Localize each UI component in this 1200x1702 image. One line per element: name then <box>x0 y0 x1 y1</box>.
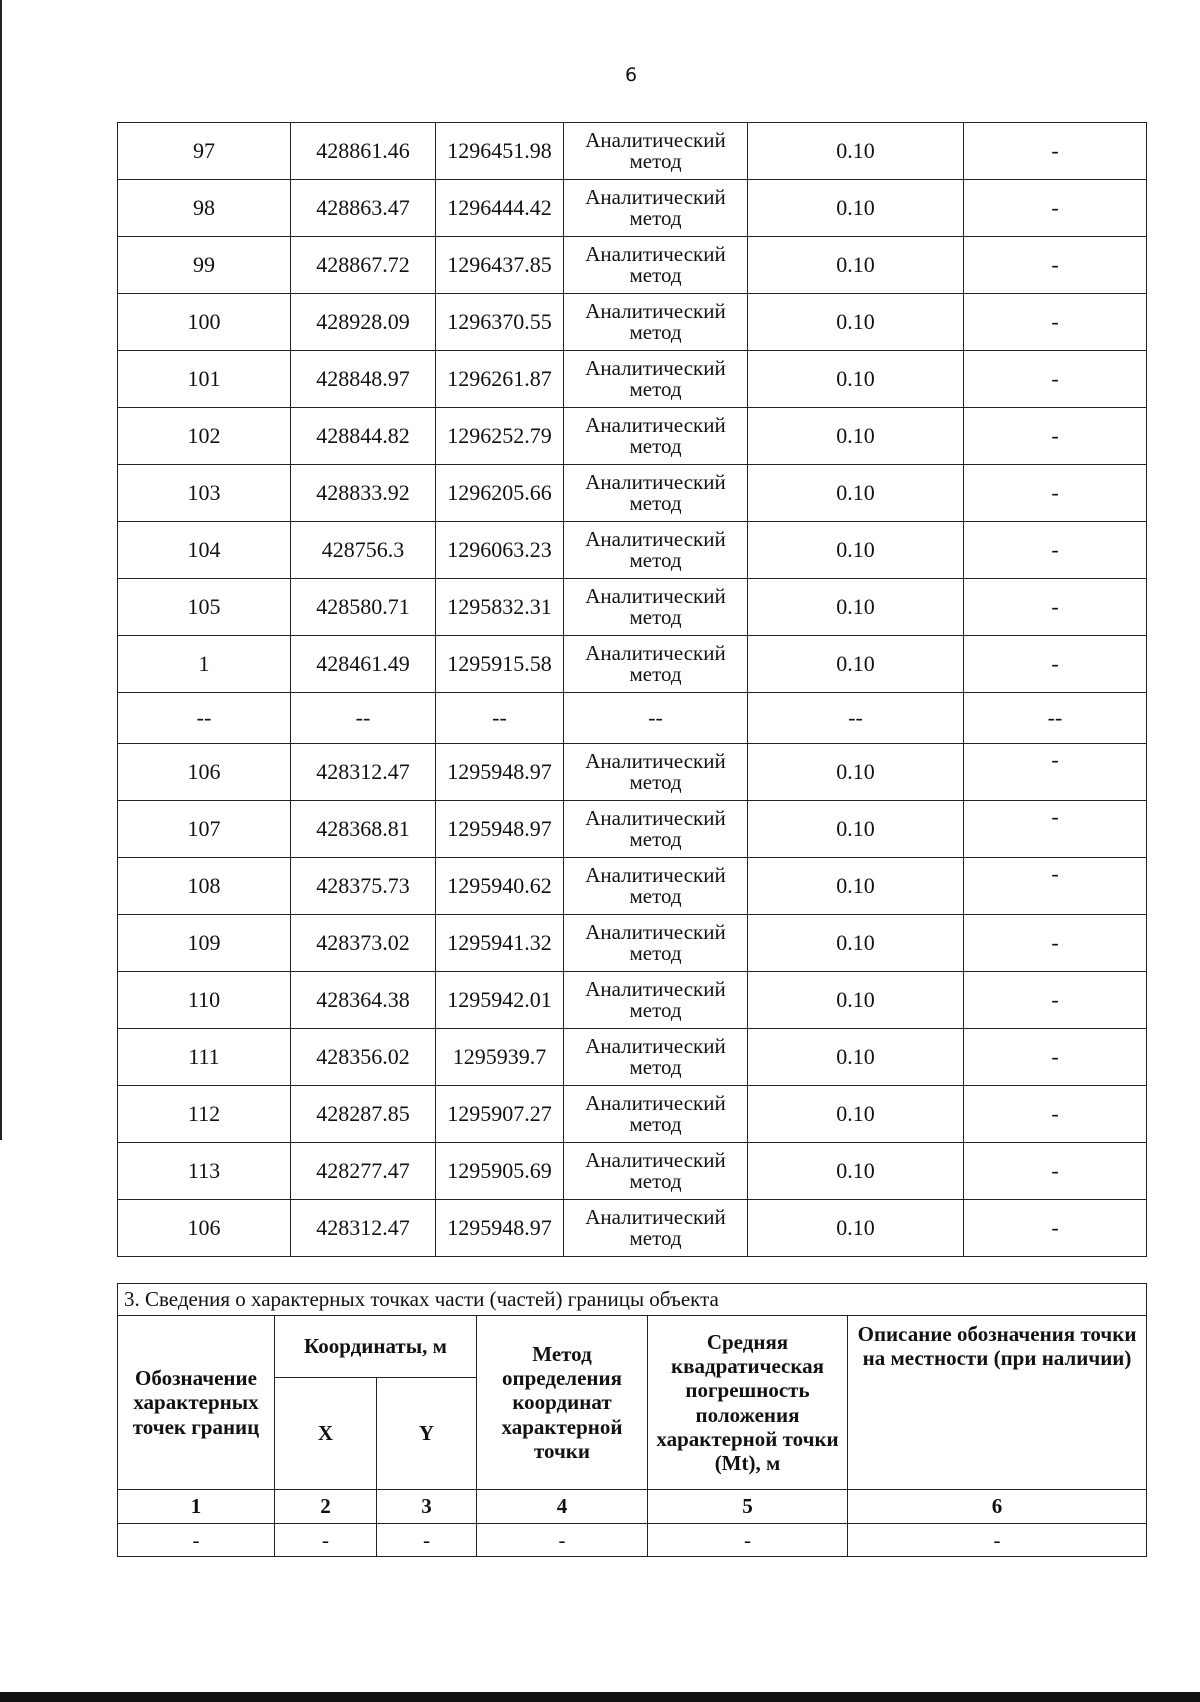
cell-point-id: 112 <box>118 1086 291 1143</box>
cell-y: 1296444.42 <box>436 180 564 237</box>
cell-mt: 0.10 <box>748 744 964 801</box>
cell-description: - <box>964 636 1147 693</box>
cell-x: 428287.85 <box>291 1086 436 1143</box>
cell-method: Аналитический метод <box>564 1200 748 1257</box>
table-row <box>118 1524 1147 1557</box>
boundary-points-table <box>117 122 1147 1257</box>
cell-point-id: 111 <box>118 1029 291 1086</box>
page-number: 6 <box>624 64 638 86</box>
cell-point-id: 105 <box>118 579 291 636</box>
column-number: 6 <box>848 1490 1147 1524</box>
cell-x: 428312.47 <box>291 744 436 801</box>
cell-mt: 0.10 <box>748 237 964 294</box>
cell-description: - <box>964 237 1147 294</box>
header-description: Описание обозначения точки на местности (при наличии) <box>848 1316 1147 1490</box>
table-row <box>118 237 1147 294</box>
column-number: 1 <box>118 1490 275 1524</box>
cell-method: Аналитический метод <box>564 744 748 801</box>
cell-point-id: 98 <box>118 180 291 237</box>
table-row <box>118 636 1147 693</box>
cell-mt: -- <box>748 693 964 744</box>
cell-y: 1295939.7 <box>436 1029 564 1086</box>
cell-y: 1296205.66 <box>436 465 564 522</box>
cell-x: 428863.47 <box>291 180 436 237</box>
cell-mt: 0.10 <box>748 1200 964 1257</box>
cell-x: 428756.3 <box>291 522 436 579</box>
cell-designation: - <box>118 1524 275 1557</box>
cell-method: Аналитический метод <box>564 1086 748 1143</box>
cell-x: 428928.09 <box>291 294 436 351</box>
cell-point-id: 1 <box>118 636 291 693</box>
cell-method: Аналитический метод <box>564 801 748 858</box>
cell-point-id: 103 <box>118 465 291 522</box>
table-row <box>118 1143 1147 1200</box>
cell-method: -- <box>564 693 748 744</box>
cell-description: - <box>964 123 1147 180</box>
cell-point-id: 104 <box>118 522 291 579</box>
cell-mt: 0.10 <box>748 858 964 915</box>
cell-x: 428861.46 <box>291 123 436 180</box>
cell-y: 1295907.27 <box>436 1086 564 1143</box>
table-row <box>118 1200 1147 1257</box>
header-y: Y <box>377 1378 477 1490</box>
header-mt: Средняя квадратическая погрешность положения характерной точки (Mt), м <box>648 1316 848 1490</box>
cell-method: Аналитический метод <box>564 180 748 237</box>
table-row <box>118 1086 1147 1143</box>
cell-x: 428312.47 <box>291 1200 436 1257</box>
cell-y: 1295905.69 <box>436 1143 564 1200</box>
cell-description: - <box>964 465 1147 522</box>
cell-description: - <box>964 1029 1147 1086</box>
cell-mt: 0.10 <box>748 465 964 522</box>
cell-method: Аналитический метод <box>564 858 748 915</box>
cell-method: Аналитический метод <box>564 579 748 636</box>
header-x: X <box>275 1378 377 1490</box>
cell-description: - <box>964 294 1147 351</box>
cell-description: - <box>964 180 1147 237</box>
part-boundary-points-table <box>117 1283 1147 1557</box>
table-row <box>118 972 1147 1029</box>
cell-mt: 0.10 <box>748 579 964 636</box>
table-row <box>118 408 1147 465</box>
cell-mt: 0.10 <box>748 915 964 972</box>
cell-x: 428833.92 <box>291 465 436 522</box>
cell-mt: 0.10 <box>748 123 964 180</box>
table-row <box>118 801 1147 858</box>
cell-y: 1295941.32 <box>436 915 564 972</box>
cell-x: 428848.97 <box>291 351 436 408</box>
cell-mt: 0.10 <box>748 801 964 858</box>
column-number: 2 <box>275 1490 377 1524</box>
cell-description: - <box>964 744 1147 801</box>
cell-x: - <box>275 1524 377 1557</box>
cell-mt: 0.10 <box>748 408 964 465</box>
cell-method: - <box>477 1524 648 1557</box>
cell-point-id: 110 <box>118 972 291 1029</box>
cell-point-id: 99 <box>118 237 291 294</box>
cell-description: - <box>964 1143 1147 1200</box>
table-row <box>118 351 1147 408</box>
table-row <box>118 1029 1147 1086</box>
table-row <box>118 744 1147 801</box>
column-number: 5 <box>648 1490 848 1524</box>
cell-y: 1295948.97 <box>436 744 564 801</box>
cell-mt: 0.10 <box>748 180 964 237</box>
header-designation: Обозначение характерных точек границ <box>118 1316 275 1490</box>
cell-method: Аналитический метод <box>564 1143 748 1200</box>
cell-y: 1296437.85 <box>436 237 564 294</box>
cell-method: Аналитический метод <box>564 1029 748 1086</box>
cell-mt: 0.10 <box>748 636 964 693</box>
cell-point-id: 109 <box>118 915 291 972</box>
cell-description: - <box>964 1200 1147 1257</box>
cell-point-id: 102 <box>118 408 291 465</box>
table-row <box>118 180 1147 237</box>
cell-x: 428373.02 <box>291 915 436 972</box>
header-method: Метод определения координат характерной точки <box>477 1316 648 1490</box>
cell-description: - <box>848 1524 1147 1557</box>
cell-y: 1295948.97 <box>436 1200 564 1257</box>
cell-mt: 0.10 <box>748 522 964 579</box>
cell-mt: 0.10 <box>748 1143 964 1200</box>
cell-method: Аналитический метод <box>564 636 748 693</box>
cell-method: Аналитический метод <box>564 408 748 465</box>
table-row <box>118 123 1147 180</box>
cell-point-id: 100 <box>118 294 291 351</box>
cell-point-id: 107 <box>118 801 291 858</box>
cell-method: Аналитический метод <box>564 123 748 180</box>
column-number: 4 <box>477 1490 648 1524</box>
cell-description: - <box>964 351 1147 408</box>
scan-left-edge <box>0 0 2 1140</box>
cell-x: 428277.47 <box>291 1143 436 1200</box>
cell-mt: 0.10 <box>748 1086 964 1143</box>
cell-x: 428461.49 <box>291 636 436 693</box>
cell-method: Аналитический метод <box>564 972 748 1029</box>
cell-y: 1296252.79 <box>436 408 564 465</box>
cell-mt: 0.10 <box>748 1029 964 1086</box>
cell-x: 428375.73 <box>291 858 436 915</box>
cell-y: -- <box>436 693 564 744</box>
cell-description: -- <box>964 693 1147 744</box>
cell-point-id: 106 <box>118 744 291 801</box>
cell-y: 1295915.58 <box>436 636 564 693</box>
cell-description: - <box>964 858 1147 915</box>
cell-y: 1296370.55 <box>436 294 564 351</box>
cell-y: 1295942.01 <box>436 972 564 1029</box>
cell-description: - <box>964 579 1147 636</box>
cell-point-id: -- <box>118 693 291 744</box>
cell-method: Аналитический метод <box>564 351 748 408</box>
table-row <box>118 579 1147 636</box>
cell-method: Аналитический метод <box>564 522 748 579</box>
table-row <box>118 915 1147 972</box>
cell-description: - <box>964 972 1147 1029</box>
cell-y: 1295940.62 <box>436 858 564 915</box>
cell-y: 1296261.87 <box>436 351 564 408</box>
cell-description: - <box>964 522 1147 579</box>
cell-point-id: 97 <box>118 123 291 180</box>
cell-description: - <box>964 408 1147 465</box>
cell-x: 428580.71 <box>291 579 436 636</box>
cell-description: - <box>964 801 1147 858</box>
boundary-points-body <box>118 123 1147 1257</box>
header-coordinates: Координаты, м <box>275 1316 477 1378</box>
cell-mt: - <box>648 1524 848 1557</box>
cell-point-id: 106 <box>118 1200 291 1257</box>
table-row <box>118 858 1147 915</box>
cell-method: Аналитический метод <box>564 465 748 522</box>
cell-x: 428356.02 <box>291 1029 436 1086</box>
scan-bottom-edge <box>0 1692 1200 1702</box>
cell-x: 428844.82 <box>291 408 436 465</box>
cell-y: 1295832.31 <box>436 579 564 636</box>
cell-y: 1296451.98 <box>436 123 564 180</box>
column-number: 3 <box>377 1490 477 1524</box>
cell-mt: 0.10 <box>748 351 964 408</box>
cell-description: - <box>964 1086 1147 1143</box>
cell-point-id: 108 <box>118 858 291 915</box>
cell-x: 428364.38 <box>291 972 436 1029</box>
cell-method: Аналитический метод <box>564 237 748 294</box>
cell-method: Аналитический метод <box>564 915 748 972</box>
cell-y: 1295948.97 <box>436 801 564 858</box>
cell-mt: 0.10 <box>748 972 964 1029</box>
cell-point-id: 113 <box>118 1143 291 1200</box>
table-row <box>118 522 1147 579</box>
section-caption: 3. Сведения о характерных точках части (частей) границы объекта <box>118 1284 1147 1316</box>
cell-x: -- <box>291 693 436 744</box>
table-row <box>118 465 1147 522</box>
cell-point-id: 101 <box>118 351 291 408</box>
cell-y: - <box>377 1524 477 1557</box>
table-row <box>118 294 1147 351</box>
cell-method: Аналитический метод <box>564 294 748 351</box>
cell-y: 1296063.23 <box>436 522 564 579</box>
separator-row <box>118 693 1147 744</box>
cell-x: 428368.81 <box>291 801 436 858</box>
cell-mt: 0.10 <box>748 294 964 351</box>
cell-description: - <box>964 915 1147 972</box>
cell-x: 428867.72 <box>291 237 436 294</box>
